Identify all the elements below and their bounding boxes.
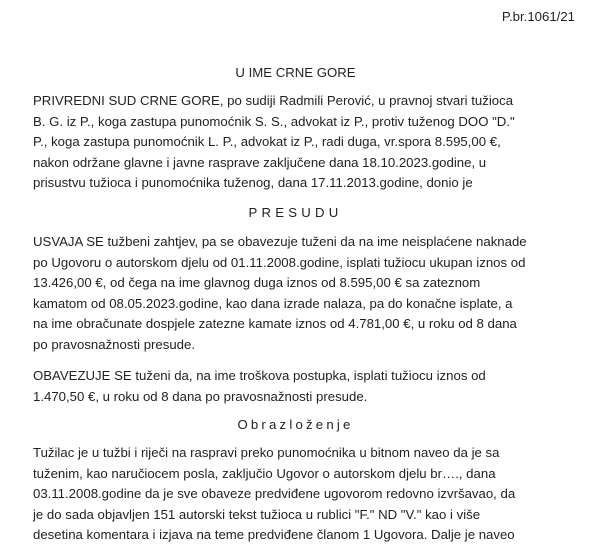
usvaja-line: na ime obračunate dospjele zatezne kamate iznos od 4.781,00 €, u roku od 8 dana <box>33 316 517 331</box>
reasoning-paragraph <box>33 443 578 546</box>
reasoning-line: desetina komentara i izjava na teme predviđene članom 1 Ugovora. Dalje je naveo <box>33 527 515 542</box>
intro-paragraph <box>33 91 578 194</box>
intro-line: P., koga zastupa punomoćnik L. P., advokat iz P., radi duga, vr.spora 8.595,00 €, <box>33 134 501 149</box>
reasoning-line: 03.11.2008.godine da je sve obaveze predviđene ugovorom redovno izvršavao, da <box>33 486 516 501</box>
obavezuje-line: OBAVEZUJE SE tuženi da, na ime troškova postupka, isplati tužiocu iznos od <box>33 368 486 383</box>
usvaja-line: po pravosnažnosti presude. <box>33 336 196 352</box>
reasoning-line: Tužilac je u tužbi i riječi na raspravi preko punomoćnika u bitnom naveo da je sa <box>33 445 500 460</box>
usvaja-line: 13.426,00 €, od čega na ime glavnog duga iznos od 8.595,00 € sa zateznom <box>33 275 481 290</box>
usvaja-line: po Ugovoru o autorskom djelu od 01.11.2008.godine, isplati tužiocu ukupan iznos od <box>33 254 526 270</box>
intro-line: prisustvu tužioca i punomoćnika tuženog, dana 17.11.2013.godine, donio je <box>33 175 473 190</box>
reasoning-line: tuženim, kao naručiocem posla, zaključio Ugovor o autorskom djelu br…., dana <box>33 465 496 481</box>
verdict-heading: PRESUDU <box>248 205 343 220</box>
verdict-usvaja-paragraph <box>33 232 578 355</box>
intro-line: B. G. iz P., koga zastupa punomoćnik S. S., advokat iz P., protiv tuženog DOO "D." <box>33 113 515 129</box>
verdict-obavezuje-paragraph <box>33 366 578 407</box>
obavezuje-line: 1.470,50 €, u roku od 8 dana po pravosnažnosti presude. <box>33 388 368 404</box>
usvaja-line: USVAJA SE tužbeni zahtjev, pa se obavezuje tuženi da na ime neisplaćene naknade <box>33 234 527 249</box>
court-heading: U IME CRNE GORE <box>235 65 356 80</box>
case-reference: P.br.1061/21 <box>501 9 575 24</box>
usvaja-line: kamatom od 08.05.2023.godine, kao dana izrade nalaza, pa do konačne isplate, a <box>33 295 513 311</box>
reasoning-line: je do sada objavljen 151 autorski tekst tužioca u rublici "F." ND "V." kao i više <box>33 506 481 522</box>
intro-line: PRIVREDNI SUD CRNE GORE, po sudiji Radmili Perović, u pravnoj stvari tužioca <box>33 93 514 108</box>
reasoning-heading: Obrazloženje <box>237 417 354 432</box>
intro-line: nakon održane glavne i javne rasprave zaključene dana 18.10.2023.godine, u <box>33 154 487 170</box>
